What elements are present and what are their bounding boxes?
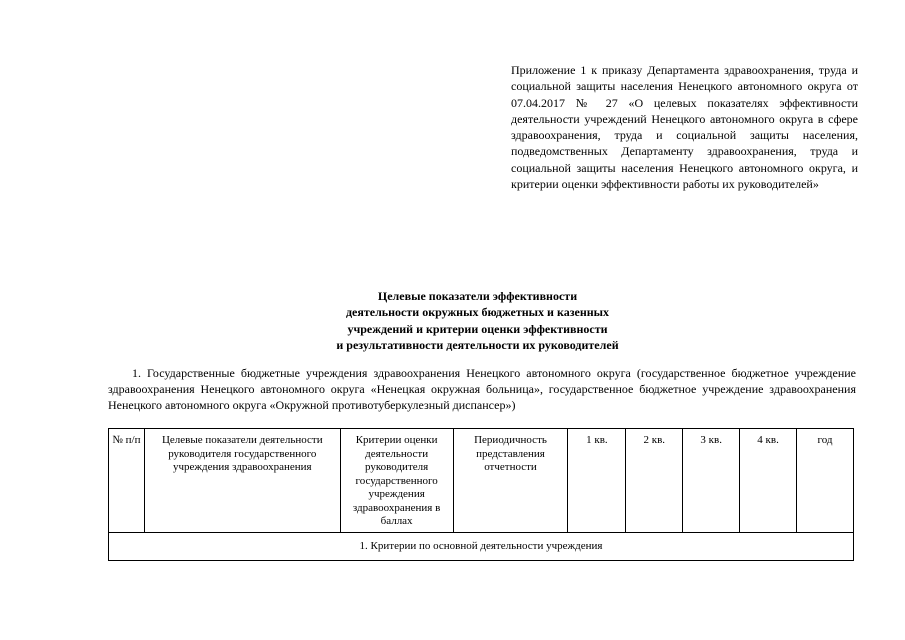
table-row	[109, 532, 854, 561]
document-title	[200, 288, 755, 353]
table-header-row	[109, 429, 854, 533]
header-indicators: Целевые показатели деятельности руководителя государственного учреждения здравоохранения	[144, 429, 340, 533]
appendix-note: Приложение 1 к приказу Департамента здравоохранения, труда и социальной защиты населения Ненецкого автономного округа от 07.04.2017 № 27 «О целевых показателях эффективности деятельности учреждений Ненецкого автономного округа в сфере здравоохранения, труда и социальной защиты населения, подведомственных Департаменту здравоохранения, труда и социальной защиты населения Ненецкого автономного округа, и критерии оценки эффективности работы их руководителей»	[511, 63, 858, 192]
title-line-3: учреждений и критерии оценки эффективности	[347, 321, 608, 336]
header-criteria: Критерии оценки деятельности руководителя государственного учреждения здравоохранения в баллах	[340, 429, 453, 533]
header-number: № п/п	[109, 429, 145, 533]
header-q1: 1 кв.	[568, 429, 626, 533]
header-year: год	[797, 429, 854, 533]
section-heading: 1. Государственные бюджетные учреждения здравоохранения Ненецкого автономного округа (государственное бюджетное учреждение здравоохранения Ненецкого автономного округа «Ненецкая окружная больница», государственное бюджетное учреждение здравоохранения Ненецкого автономного округа «Окружной противотуберкулезный диспансер»)	[108, 366, 856, 413]
title-line-1: Целевые показатели эффективности	[377, 289, 578, 303]
criteria-table	[108, 428, 854, 561]
header-q4: 4 кв.	[740, 429, 797, 533]
title-line-4: и результативности деятельности их руководителей	[336, 337, 619, 352]
title-line-2: деятельности окружных бюджетных и казенных	[345, 305, 610, 320]
section-row-title: 1. Критерии по основной деятельности учреждения	[109, 532, 854, 561]
header-q2: 2 кв.	[626, 429, 683, 533]
header-q3: 3 кв.	[683, 429, 740, 533]
header-periodicity: Периодичность представления отчетности	[453, 429, 568, 533]
